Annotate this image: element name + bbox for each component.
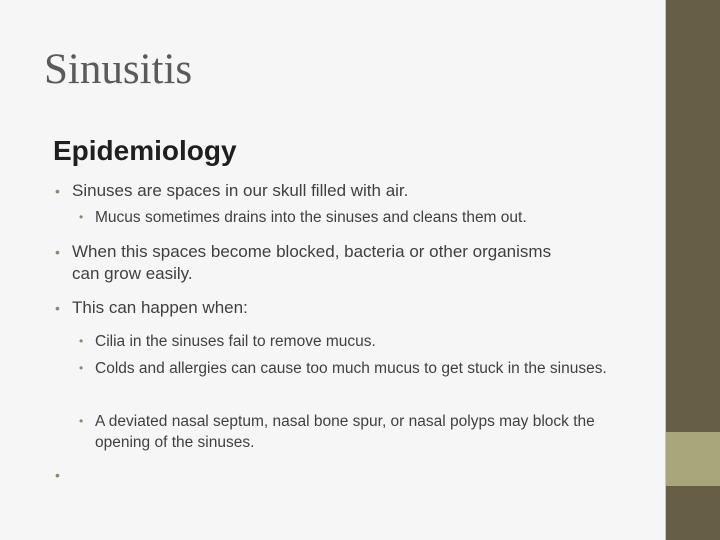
bullet-dot-icon: • [55,300,60,316]
slide-title: Sinusitis [44,46,193,93]
bullet-dot-icon: • [79,361,84,375]
bullet-text: Mucus sometimes drains into the sinuses and cleans them out. [95,209,527,226]
sub-bullet-item [79,207,643,228]
bullet-dot-icon: • [79,414,84,428]
bullet-text: This can happen when: [72,298,248,317]
sub-bullet-item [79,411,643,453]
slide-subtitle: Epidemiology [53,135,237,166]
sub-bullet-item [79,358,643,379]
bullet-text: Sinuses are spaces in our skull filled with air. [72,181,409,200]
bullet-dot-icon: • [55,244,60,260]
bullet-text: Cilia in the sinuses fail to remove mucus. [95,333,376,350]
bullet-item [55,241,572,285]
bullet-text: A deviated nasal septum, nasal bone spur, or nasal polyps may block the opening of the sinuses. [95,413,595,451]
bullet-text: Colds and allergies can cause too much mucus to get stuck in the sinuses. [95,360,607,377]
bullet-text: When this spaces become blocked, bacteria or other organisms can grow easily. [72,242,552,283]
bullet-dot-icon: • [79,334,84,348]
sub-bullet-item [79,331,643,352]
bullet-dot-icon: • [55,183,60,199]
bullet-dot-icon: • [79,210,84,224]
bullet-item [55,297,572,319]
bullet-item [55,180,572,202]
bullet-dot-icon: • [55,467,60,483]
